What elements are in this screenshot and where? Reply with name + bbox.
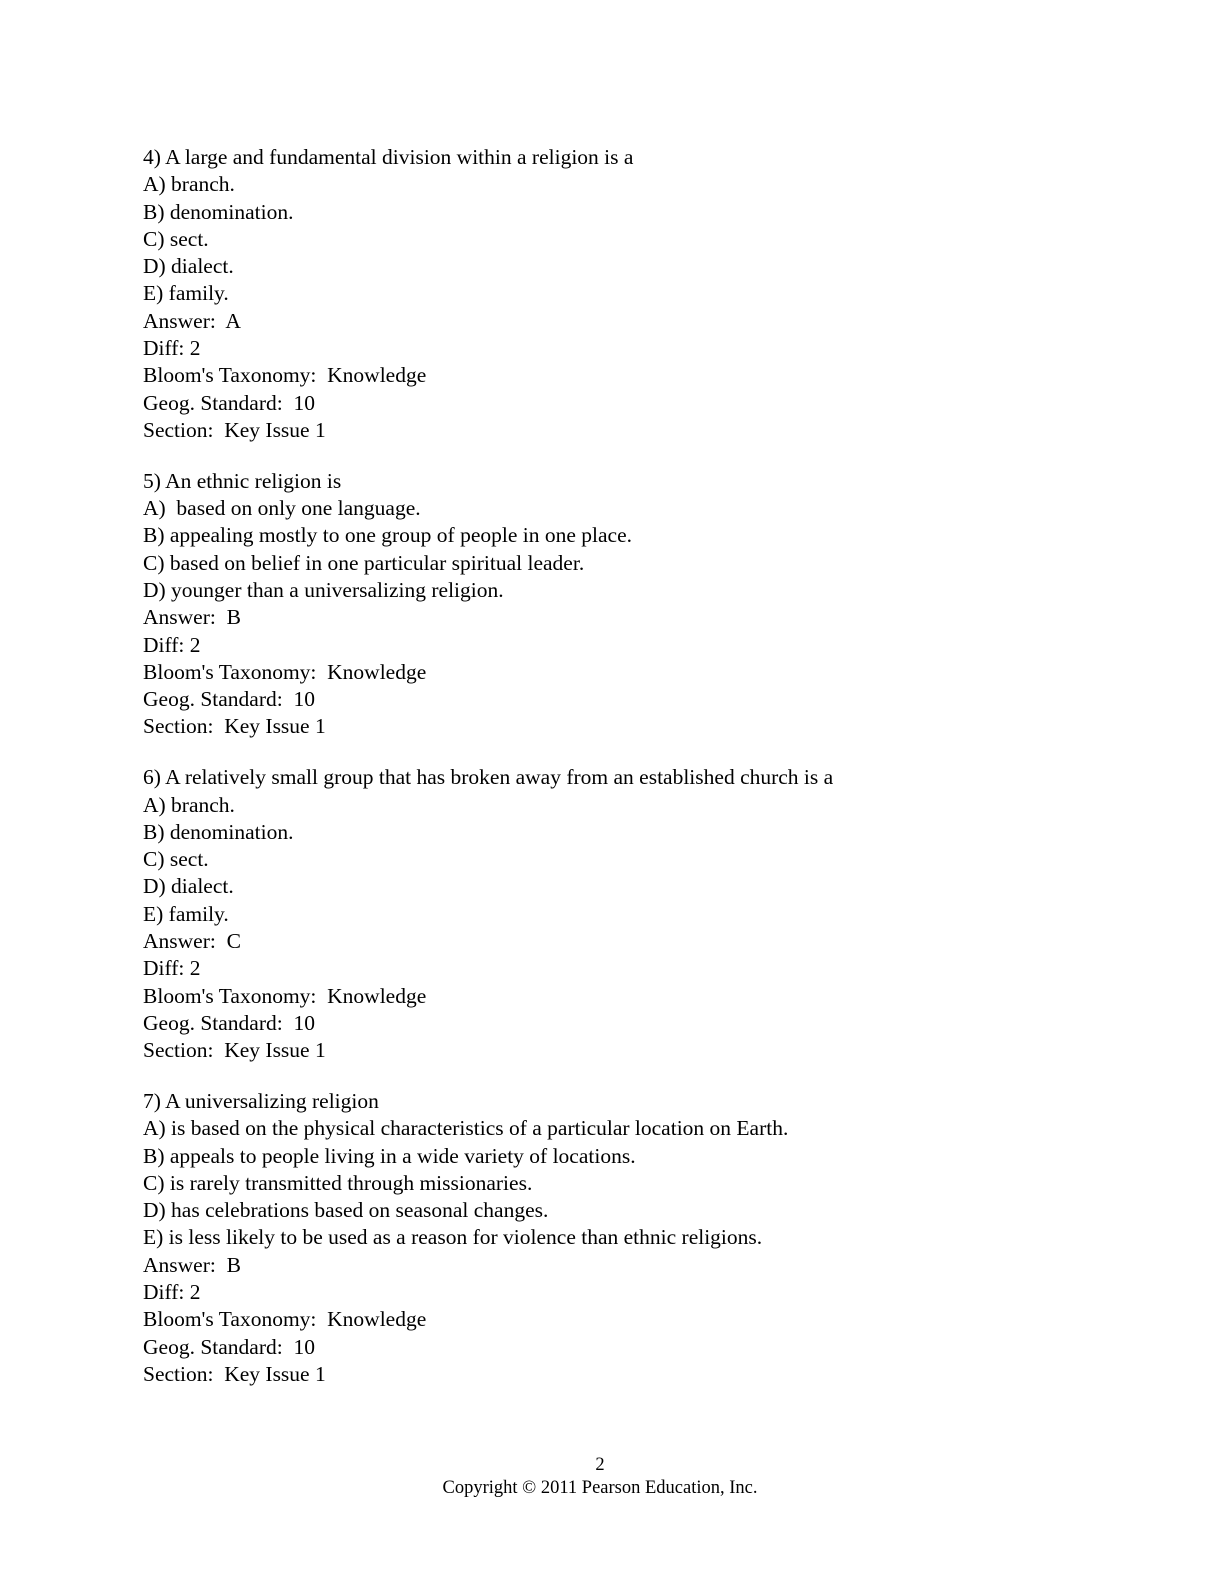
difficulty-line: Diff: 2: [143, 632, 201, 657]
answer-line: Answer: B: [143, 1252, 241, 1277]
option-b: B) appeals to people living in a wide variety of locations.: [143, 1143, 636, 1168]
option-b: B) denomination.: [143, 199, 294, 224]
section-line: Section: Key Issue 1: [143, 1038, 326, 1063]
option-a: A) is based on the physical characteristics of a particular location on Earth.: [143, 1116, 789, 1141]
question-list: [143, 144, 1143, 1388]
blooms-taxonomy-line: Bloom's Taxonomy: Knowledge: [143, 983, 427, 1008]
geog-standard-line: Geog. Standard: 10: [143, 687, 315, 712]
question-7: [143, 1088, 1143, 1388]
spacer: [143, 1065, 1143, 1089]
option-c: C) is rarely transmitted through missionaries.: [143, 1170, 533, 1195]
question-5: [143, 468, 1143, 741]
spacer: [143, 741, 1143, 765]
answer-line: Answer: B: [143, 605, 241, 630]
option-e: E) is less likely to be used as a reason for violence than ethnic religions.: [143, 1225, 763, 1250]
option-c: C) based on belief in one particular spiritual leader.: [143, 550, 585, 575]
question-stem: 7) A universalizing religion: [143, 1089, 379, 1113]
option-c: C) sect.: [143, 847, 209, 872]
difficulty-line: Diff: 2: [143, 956, 201, 981]
option-c: C) sect.: [143, 226, 209, 251]
geog-standard-line: Geog. Standard: 10: [143, 1334, 315, 1359]
blooms-taxonomy-line: Bloom's Taxonomy: Knowledge: [143, 363, 427, 388]
option-a: A) branch.: [143, 792, 235, 817]
question-stem: 4) A large and fundamental division within a religion is a: [143, 145, 634, 169]
difficulty-line: Diff: 2: [143, 336, 201, 361]
blooms-taxonomy-line: Bloom's Taxonomy: Knowledge: [143, 1307, 427, 1332]
blooms-taxonomy-line: Bloom's Taxonomy: Knowledge: [143, 659, 427, 684]
question-stem: 5) An ethnic religion is: [143, 468, 342, 493]
option-d: D) dialect.: [143, 874, 234, 899]
section-line: Section: Key Issue 1: [143, 417, 326, 442]
geog-standard-line: Geog. Standard: 10: [143, 1010, 315, 1035]
page-number: 2: [595, 1455, 605, 1475]
geog-standard-line: Geog. Standard: 10: [143, 390, 315, 415]
question-6: [143, 764, 1143, 1064]
option-b: B) appealing mostly to one group of people in one place.: [143, 523, 632, 548]
option-b: B) denomination.: [143, 819, 294, 844]
question-stem: 6) A relatively small group that has broken away from an established church is a: [143, 765, 834, 790]
option-e: E) family.: [143, 281, 229, 306]
question-4: [143, 144, 1143, 444]
option-d: D) younger than a universalizing religion.: [143, 577, 504, 602]
option-a: A) based on only one language.: [143, 496, 421, 521]
option-d: D) dialect.: [143, 254, 234, 279]
option-d: D) has celebrations based on seasonal changes.: [143, 1198, 549, 1223]
option-e: E) family.: [143, 901, 229, 926]
spacer: [143, 444, 1143, 468]
answer-line: Answer: A: [143, 308, 241, 333]
section-line: Section: Key Issue 1: [143, 1361, 326, 1386]
option-a: A) branch.: [143, 172, 235, 197]
answer-line: Answer: C: [143, 929, 241, 954]
copyright-notice: Copyright © 2011 Pearson Education, Inc.: [442, 1478, 758, 1498]
section-line: Section: Key Issue 1: [143, 714, 326, 739]
difficulty-line: Diff: 2: [143, 1280, 201, 1305]
